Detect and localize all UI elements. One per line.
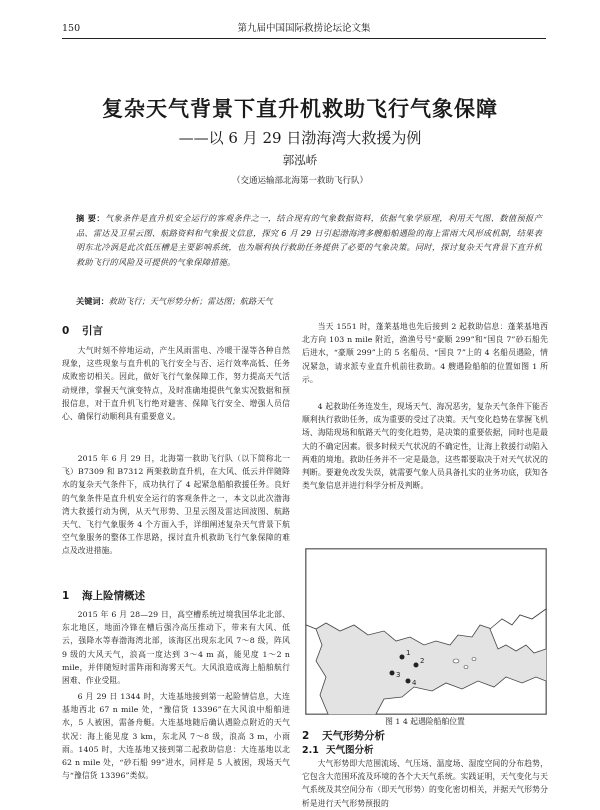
marker-dot — [414, 663, 419, 668]
incident-paragraph-2: 6 月 29 日 1344 时，大连基地接到第一起险情信息，大连基地西北 67 n mile 处，“豫信货 13396”在大风浪中船舶进水，5 人被困，需备舟艇。大连基地随后确认遇险点附近的天气状况：海上能见度 3 km，东北风 7～8 级，浪高 3 m，小雨雨。1405 时，大连基地又接到第二起救助信息：大连基地以北 62 n mile 处，“砂石船 99”进水，同样是 5 人被困，现场天气与“豫信货 13396”类似。 — [62, 692, 290, 781]
subsection-number: 2.1 — [302, 745, 319, 756]
marker-dot — [390, 671, 395, 676]
incident-paragraph-4: 4 起救助任务连发生，现场天气、海况恶劣，复杂天气条件下能否顺利执行救助任务，成为重要的受过了决策。天气变化趋势在掌握飞机场、海陆现场和航路天气的变化趋势，是决策的重要依据，同时也是最大的不确定因素。很多时候天气状况的不确定性，让海上救援行动陷入两难的境地。救助任务并不一定是最急，这些都要取决于对天气状况的判断。要避免改发失误，就需要气象人员具备扎实的业务功底，获知各类气象信息并进行科学分析及判断。 — [302, 402, 548, 491]
weather-chart-paragraph-clip — [302, 757, 548, 808]
marker-label: 3 — [396, 671, 401, 679]
author-name: 郭泓峤 — [282, 153, 318, 167]
paper-subtitle: ——以 6 月 29 日渤海湾大救援为例 — [178, 129, 422, 147]
section-title: 引言 — [82, 325, 103, 337]
marker-label: 4 — [412, 679, 417, 687]
left-column — [62, 318, 290, 781]
paper-title: 复杂天气背景下直升机救助飞行气象保障 — [102, 96, 498, 121]
abstract-text: 气象条件是直升机安全运行的客观条件之一，结合现有的气象数据资料，依据气象学原理，利用天气图、数值预报产品、雷达及卫星云图、航路资料和气象报文信息，探究 6 月 29 日引起渤海湾多艘船舶遇险的海上雷雨大风形成机制，结果表明东北冷涡是此次低压槽是主要影响系统，也为顺利执行救助任务提供了必要的气象决策。同时，探讨复杂天气背景下直升机救助飞行的风险及可提供的气象保障措施。 — [76, 213, 543, 267]
island — [464, 666, 468, 669]
marker-dot — [406, 679, 411, 684]
section-number: 1 — [62, 590, 70, 602]
island — [453, 659, 459, 663]
abstract-label: 摘 要： — [76, 213, 105, 223]
subsection-title: 天气图分析 — [326, 745, 374, 756]
section-heading-intro — [62, 324, 103, 338]
figure-caption: 图 1 4 起遇险船舶位置 — [385, 717, 465, 726]
running-header — [62, 22, 546, 39]
marker-label: 1 — [406, 649, 411, 657]
incident-paragraph-3: 当天 1551 时，蓬莱基地也先后接到 2 起救助信息：蓬莱基地西北方向 103 n mile 附近，渔渔号号“豪顺 299”和“国良 7”砂石船先后进水，“豪顺 299”上的 5 名船员、“国良 7”上的 4 名船员遇险，情况紧急，请求派专业直升机前往救助。4 艘遇险船舶的位置如图 1 所示。 — [302, 322, 548, 384]
section-heading-incident — [62, 589, 145, 603]
section-number: 2 — [302, 730, 310, 742]
page-number: 150 — [62, 23, 81, 34]
conference-name: 第九届中国国际救捞论坛论文集 — [237, 23, 371, 34]
marker-label: 2 — [420, 657, 425, 665]
section-title: 天气形势分析 — [322, 730, 385, 742]
figure-map — [305, 548, 547, 715]
abstract — [76, 211, 542, 269]
incident-paragraph-1: 2015 年 6 月 28—29 日，高空槽系统过境我国华北北部、东北地区，地面冷锋在槽后强冷高压推动下，带来有大风、低云，强降水等春渤海湾北部，该海区出现东北风 7～8 级，阵风 9 级的大风天气，浪高一度达到 3～4 m 高，能见度 1～2 n mile，并伴随短时雷阵雨和海雾天气。大风浪造成海上船舶航行困难、作业受阻。 — [62, 610, 290, 686]
section-number: 0 — [62, 325, 70, 337]
bohai-map — [306, 549, 546, 714]
marker-dot — [400, 655, 405, 660]
intro-paragraph-2: 2015 年 6 月 29 日，北海第一救助飞行队（以下简称北一飞）B7309 和 B7312 两架救助直升机，在大风、低云并伴随降水的复杂天气条件下，成功执行了 4 起紧急船舶救援任务。良好的气象条件是直升机安全运行的客观条件之一，本文以此次渤海湾大救援行动为例，从天气形势、卫星云图及雷达回波图、航路天气、飞行气象服务 4 个方面入手，详细阐述复杂天气背景下航空气象服务的整体工作思路，探讨直升机救助飞行气象保障的难点及改进措施。 — [62, 454, 290, 556]
keywords — [76, 295, 542, 308]
section-title: 海上险情概述 — [82, 590, 145, 602]
subsection-heading-weather-chart — [302, 744, 374, 758]
keywords-text: 救助飞行；天气形势分析；雷达图；航路天气 — [108, 296, 273, 306]
section-heading-weather — [302, 729, 385, 743]
intro-paragraph-1: 大气时刻不停地运动，产生风雨雷电、冷暖干湿等各种自然现象，这些现象与直升机的飞行安全与否、运行效率高低、任务成败密切相关。因此，做好飞行气象保障工作，努力提高天气活动规律，掌握天气演变特点，及时准确地提供气象实况数据和预报信息，对于直升机飞行绝对避害、保障飞行安全、增强人员信心、确保行动顺利具有重要意义。 — [62, 346, 290, 422]
island — [472, 658, 476, 661]
author-affiliation: （交通运输部北海第一救助飞行队） — [231, 176, 368, 186]
keywords-label: 关键词： — [76, 296, 109, 306]
weather-chart-paragraph: 大气形势即大范围流场、气压场、温度场、湿度空间的分布趋势，它包含大范围环流及环境的各个大天气系统。实践证明，天气变化与天气系统及其空间分布（即天气形势）的变化密切相关，并据天气形势分析是进行天气形势预报的 — [302, 759, 548, 808]
